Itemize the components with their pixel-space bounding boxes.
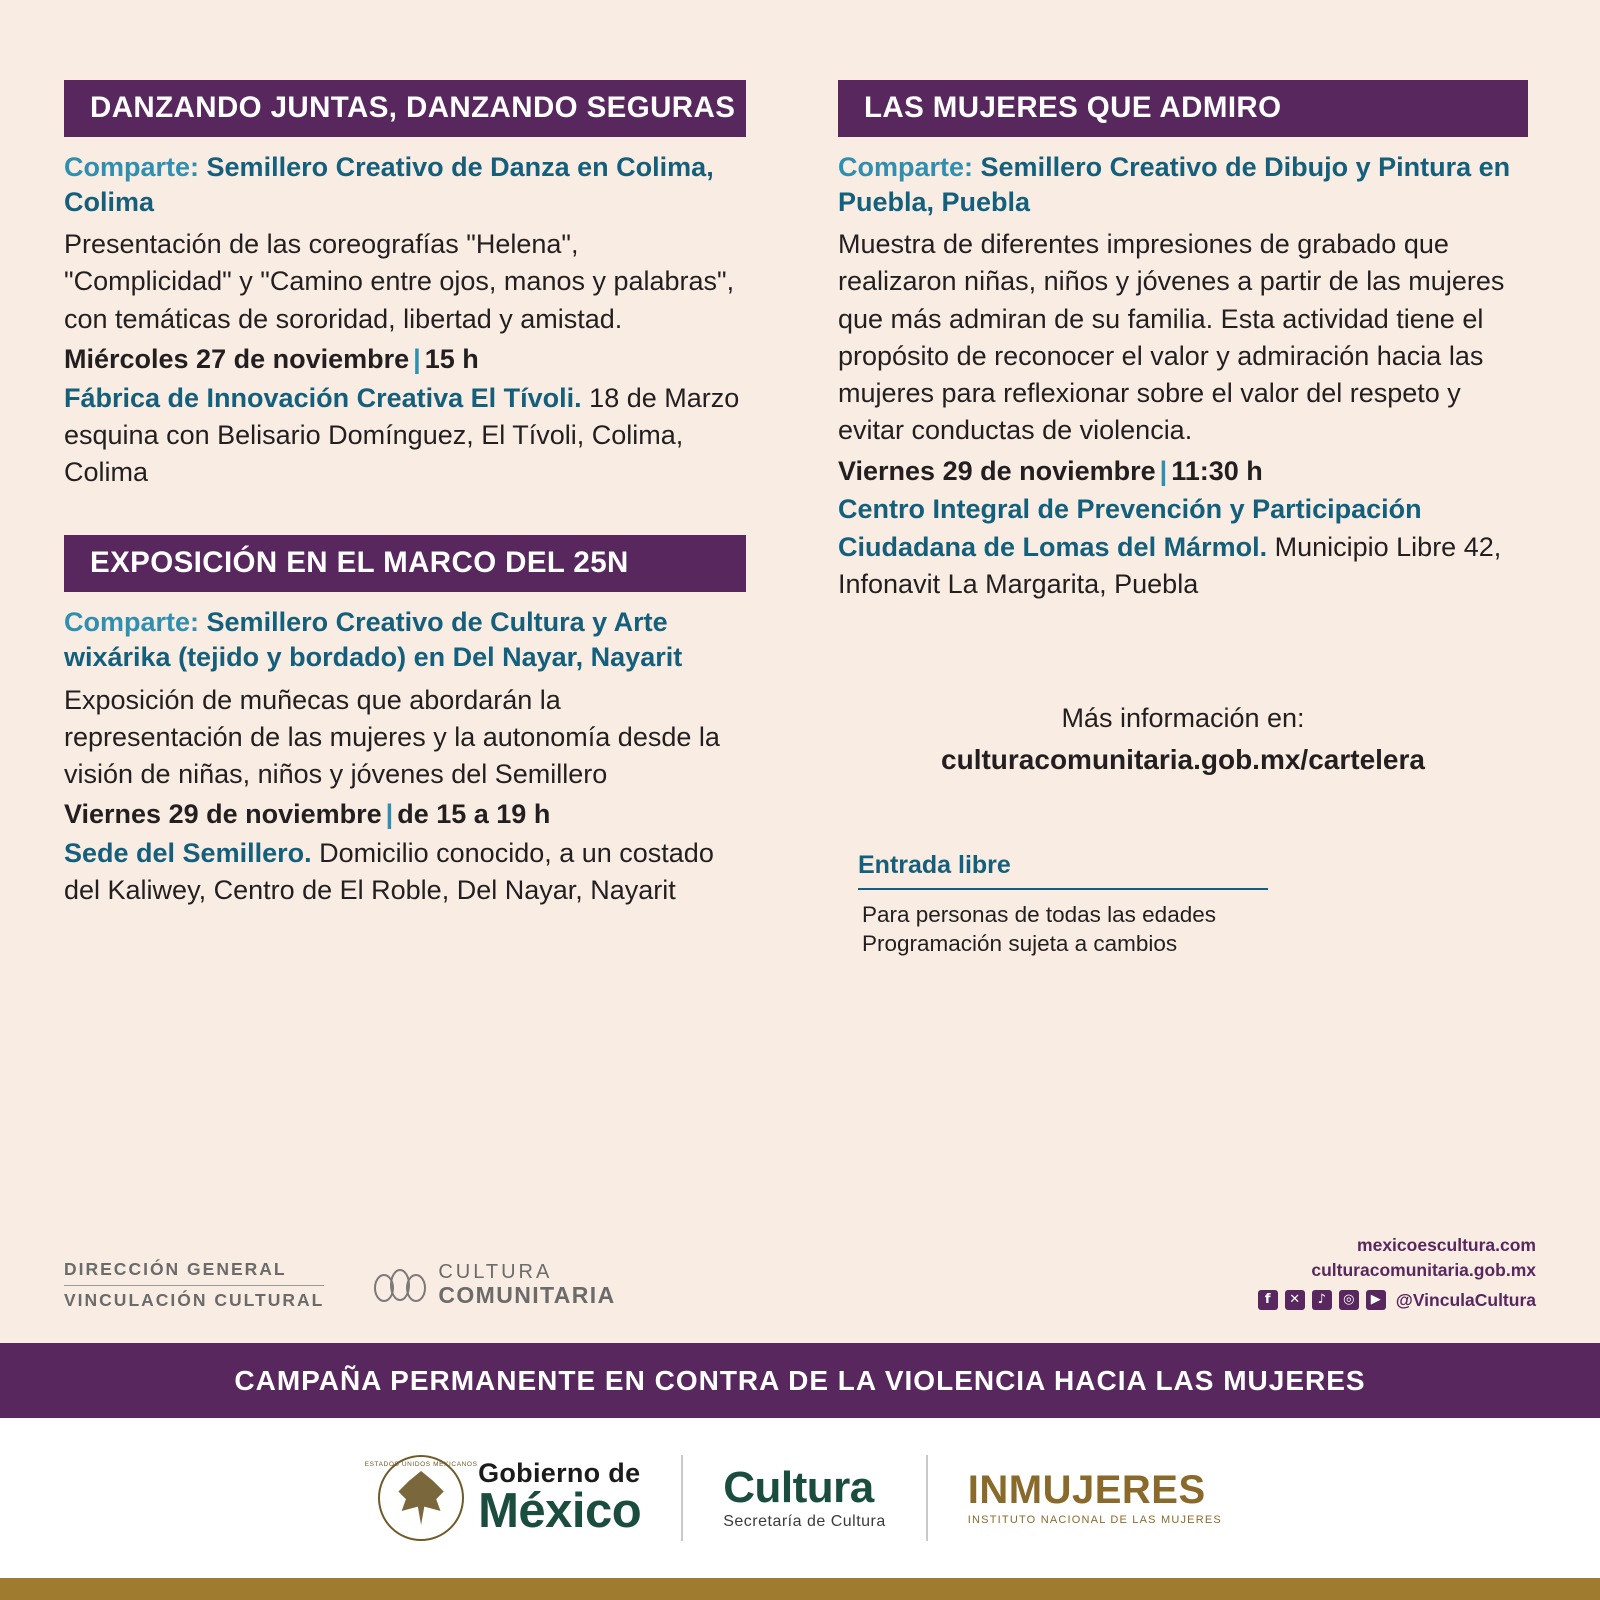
entrance-box — [858, 851, 1268, 959]
logos-row — [0, 1191, 1600, 1321]
share-label: Comparte: — [64, 152, 200, 182]
direccion-line-1: DIRECCIÓN GENERAL — [64, 1259, 287, 1280]
footer-divider-2 — [926, 1455, 928, 1541]
gold-bar — [0, 1578, 1600, 1600]
seal-ring-text: ESTADOS UNIDOS MEXICANOS — [364, 1461, 478, 1468]
event-time: de 15 a 19 h — [397, 799, 551, 830]
youtube-icon[interactable]: ▶ — [1366, 1290, 1386, 1310]
event-address: Domicilio conocido, a un costado del Kaliwey, Centro de El Roble, Del Nayar, Nayarit — [64, 837, 714, 906]
event-date: Viernes 29 de noviembre — [64, 799, 382, 830]
band-wrap — [64, 80, 746, 137]
x-twitter-icon[interactable]: ✕ — [1285, 1290, 1305, 1310]
event-title-band: LAS MUJERES QUE ADMIRO — [838, 80, 1528, 137]
logos-left — [64, 1257, 616, 1321]
event-description: Muestra de diferentes impresiones de grabado que realizaron niñas, niños y jóvenes a partir de las mujeres que más admiran de su familia. Esta actividad tiene el propósito de reconocer el valor y admiración hacia las mujeres para reflexionar sobre el valor del respeto y evitar conductas de violencia. — [838, 229, 1505, 446]
direccion-general-logo — [64, 1257, 324, 1313]
event-title-band: DANZANDO JUNTAS, DANZANDO SEGURAS — [64, 80, 746, 137]
social-handle[interactable]: @VinculaCultura — [1395, 1289, 1536, 1310]
event-description: Exposición de muñecas que abordarán la representación de las mujeres y la autonomía desde la visión de niñas, niños y jóvenes del Semillero — [64, 684, 720, 789]
inmujeres-logo — [968, 1470, 1222, 1526]
share-label: Comparte: — [64, 607, 200, 638]
inmujeres-text-wrap — [968, 1470, 1222, 1526]
direccion-line-2: VINCULACIÓN CULTURAL — [64, 1285, 324, 1313]
cultura-text-wrap — [723, 1462, 886, 1531]
gobierno-line-1: Gobierno de — [478, 1457, 641, 1488]
entrance-title: Entrada libre — [858, 850, 1011, 879]
tiktok-icon[interactable]: ♪ — [1312, 1290, 1332, 1310]
entrance-divider — [858, 888, 1268, 890]
facebook-icon[interactable]: f — [1258, 1290, 1278, 1310]
footer-divider-1 — [681, 1455, 683, 1541]
cultura-comunitaria-logo — [372, 1261, 615, 1308]
website-1[interactable]: mexicoescultura.com — [1357, 1234, 1536, 1255]
event-description: Presentación de las coreografías "Helena", "Complicidad" y "Camino entre ojos, manos y palabras", con temáticas de sororidad, libertad y amistad. — [64, 229, 735, 334]
cultura-line-1: Cultura — [723, 1462, 874, 1512]
cultura-line-2: Secretaría de Cultura — [723, 1512, 886, 1530]
instagram-icon[interactable]: ◎ — [1339, 1290, 1359, 1310]
gobierno-line-2: México — [478, 1483, 642, 1538]
share-label: Comparte: — [838, 152, 974, 182]
cultura-comunitaria-text — [438, 1261, 615, 1308]
social-row — [1258, 1288, 1536, 1313]
event-time: 15 h — [424, 343, 479, 374]
cultura-comunitaria-line-2: COMUNITARIA — [438, 1282, 616, 1309]
event-date: Miércoles 27 de noviembre — [64, 343, 410, 374]
more-info-url[interactable]: culturacomunitaria.gob.mx/cartelera — [941, 744, 1425, 776]
event-date: Viernes 29 de noviembre — [838, 455, 1156, 486]
event-share-line — [64, 150, 746, 220]
left-column — [64, 80, 746, 958]
event-block-admiro — [838, 80, 1528, 603]
entrance-note-line-1: Para personas de todas las edades — [862, 901, 1216, 927]
mexican-seal-icon — [364, 1455, 478, 1541]
share-value: Semillero Creativo de Cultura y Arte wixárika (tejido y bordado) en Del Nayar, Nayarit — [64, 607, 683, 673]
event-place — [838, 491, 1528, 603]
share-value: Semillero Creativo de Danza en Colima, Colima — [64, 152, 714, 218]
more-info — [838, 699, 1528, 781]
event-block-danzando — [64, 80, 746, 491]
event-share-line — [838, 150, 1528, 220]
event-time: 11:30 h — [1171, 455, 1263, 486]
flower-mark-icon — [372, 1266, 428, 1304]
band-wrap — [838, 80, 1528, 137]
event-datetime — [64, 342, 746, 378]
event-venue: Centro Integral de Prevención y Participación Ciudadana de Lomas del Mármol. — [838, 494, 1422, 562]
event-venue: Fábrica de Innovación Creativa El Tívoli. — [64, 382, 582, 413]
event-address: 18 de Marzo esquina con Belisario Domínguez, El Tívoli, Colima, Colima — [64, 382, 740, 488]
datetime-separator: | — [413, 343, 421, 374]
right-column — [838, 80, 1528, 958]
campaign-band: CAMPAÑA PERMANENTE EN CONTRA DE LA VIOLENCIA HACIA LAS MUJERES — [0, 1343, 1600, 1418]
entrance-note — [858, 900, 1268, 959]
datetime-separator: | — [385, 799, 394, 830]
band-wrap — [64, 535, 746, 592]
cultura-comunitaria-line-1: CULTURA — [438, 1261, 553, 1284]
event-share-line — [64, 605, 746, 675]
event-venue: Sede del Semillero. — [64, 837, 312, 868]
event-datetime — [64, 797, 746, 833]
gobierno-de-mexico-logo — [364, 1455, 642, 1541]
government-footer — [0, 1418, 1600, 1578]
event-block-exposicion — [64, 535, 746, 909]
website-2[interactable]: culturacomunitaria.gob.mx — [1311, 1260, 1536, 1281]
web-and-social — [1258, 1233, 1536, 1321]
inmujeres-line-1: INMUJERES — [967, 1468, 1206, 1512]
columns — [64, 0, 1536, 958]
event-datetime — [838, 454, 1528, 490]
gobierno-text — [478, 1457, 642, 1538]
datetime-separator: | — [1159, 455, 1168, 486]
event-place — [64, 835, 746, 910]
event-address: Municipio Libre 42, Infonavit La Margarita, Puebla — [838, 531, 1502, 599]
secretaria-cultura-logo — [723, 1462, 886, 1531]
more-info-label: Más información en: — [1061, 703, 1305, 734]
event-title-band: EXPOSICIÓN EN EL MARCO DEL 25N — [64, 535, 746, 592]
inmujeres-line-2: INSTITUTO NACIONAL DE LAS MUJERES — [967, 1514, 1222, 1526]
share-value: Semillero Creativo de Dibujo y Pintura en Puebla, Puebla — [838, 152, 1511, 218]
entrance-note-line-2: Programación sujeta a cambios — [862, 931, 1178, 957]
event-place — [64, 380, 746, 492]
